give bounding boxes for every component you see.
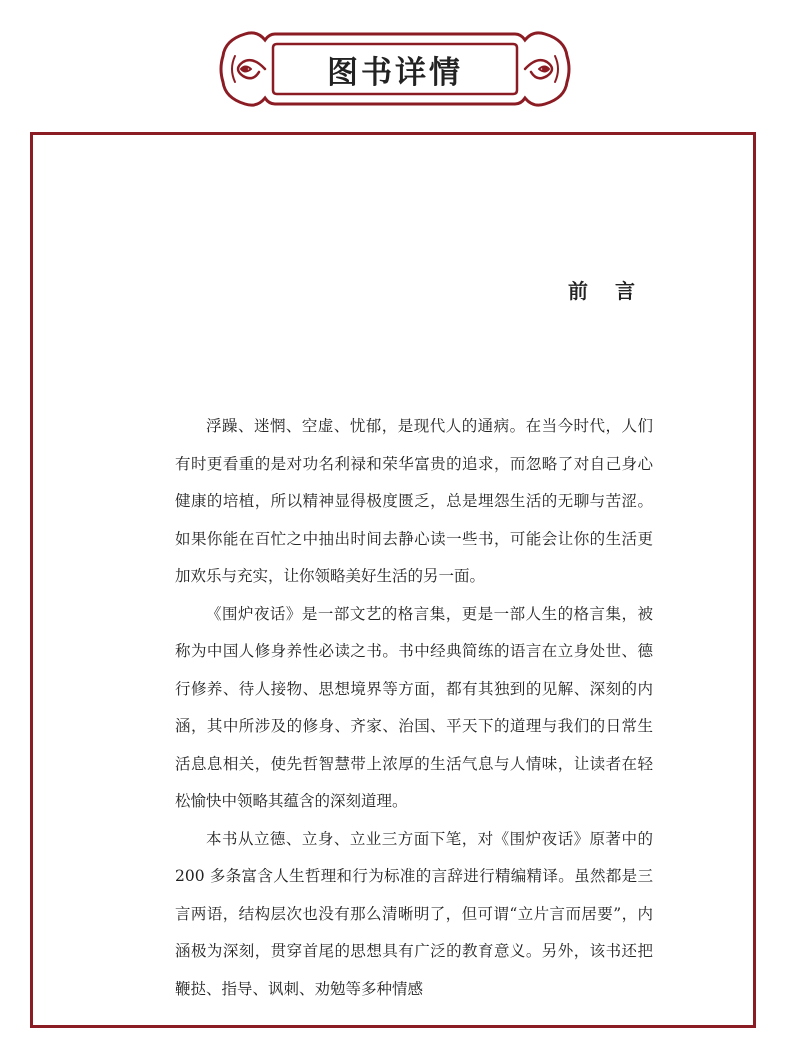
page-heading: 前 言 <box>568 279 645 303</box>
paragraph: 本书从立德、立身、立业三方面下笔，对《围炉夜话》原著中的 200 多条富含人生哲理和行为标准的言辞进行精编精译。虽然都是三言两语，结构层次也没有那么清晰明了，但可谓“立片言而居要”，内涵极为深刻，贯穿首尾的思想具有广泛的教育意义。另外，该书还把鞭挞、指导、讽刺、劝勉等多种情感 <box>175 829 653 998</box>
book-page-frame <box>30 132 756 1028</box>
preface-body <box>175 408 653 1008</box>
paragraph: 《围炉夜话》是一部文艺的格言集，更是一部人生的格言集，被称为中国人修身养性必读之书。书中经典简练的语言在立身处世、德行修养、待人接物、思想境界等方面，都有其独到的见解、深刻的内涵，其中所涉及的修身、齐家、治国、平天下的道理与我们的日常生活息息相关，使先哲智慧带上浓厚的生活气息与人情味，让读者在轻松愉快中领略其蕴含的深刻道理。 <box>175 604 653 810</box>
banner-title: 图书详情 <box>327 54 463 91</box>
paragraph: 浮躁、迷惘、空虚、忧郁，是现代人的通病。在当今时代，人们有时更看重的是对功名利禄和荣华富贵的追求，而忽略了对自己身心健康的培植，所以精神显得极度匮乏，总是埋怨生活的无聊与苦涩。如果你能在百忙之中抽出时间去静心读一些书，可能会让你的生活更加欢乐与充实，让你领略美好生活的另一面。 <box>175 417 653 585</box>
section-banner <box>215 26 575 112</box>
